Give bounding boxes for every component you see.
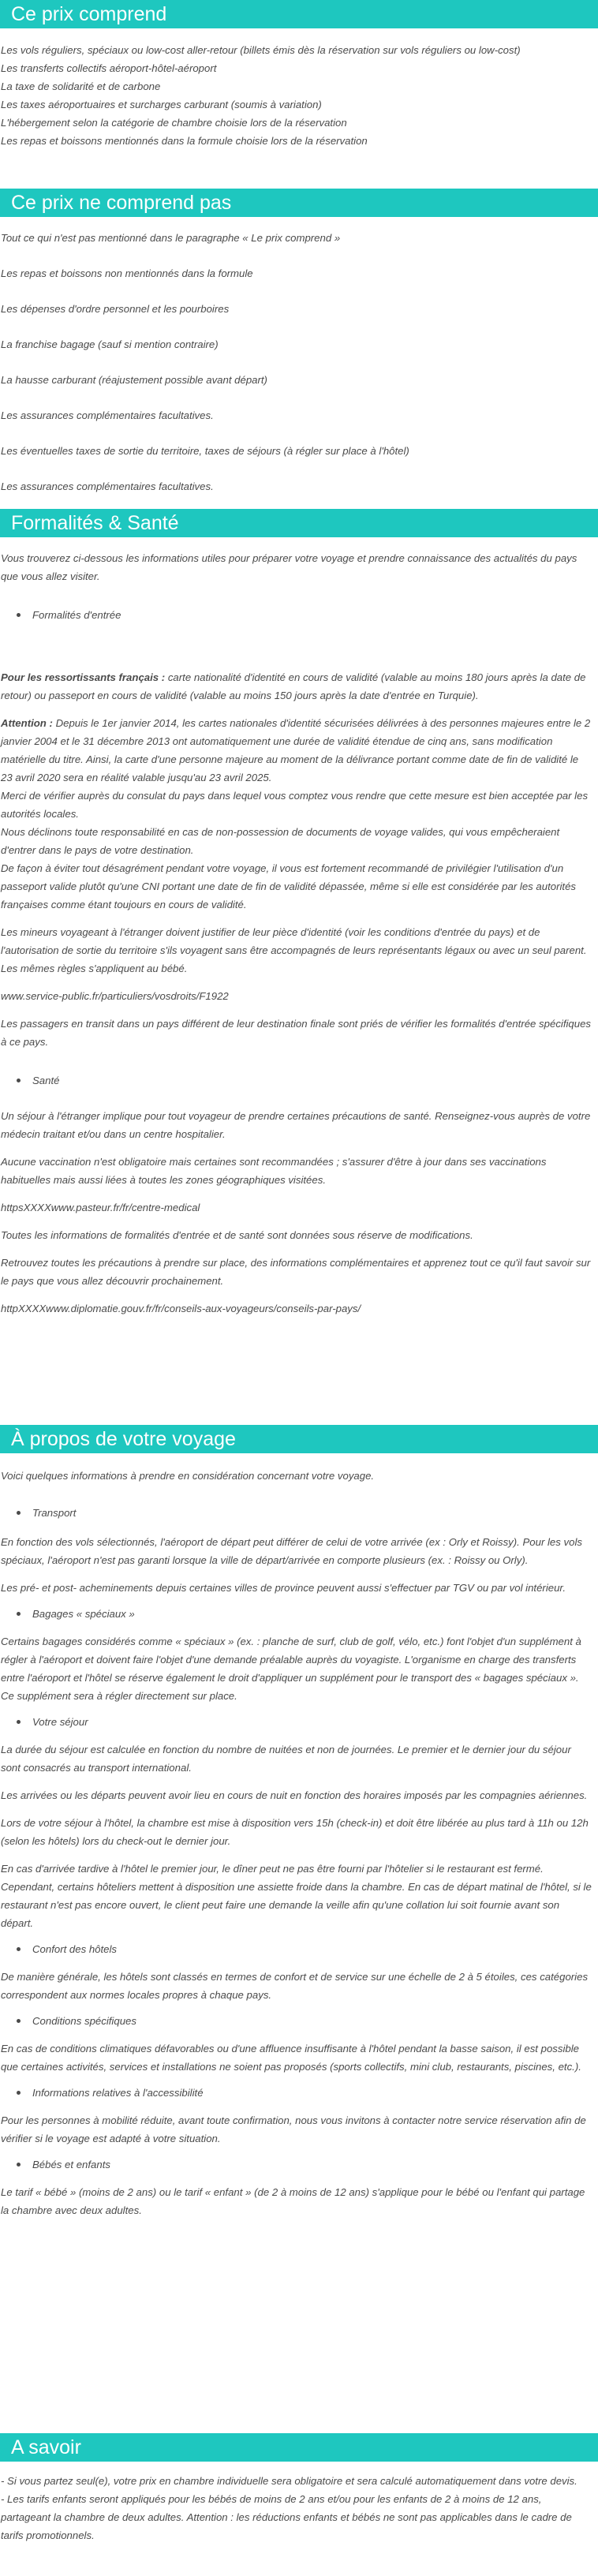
- sejour-paragraph-2: Les arrivées ou les départs peuvent avoir lieu en cours de nuit en fonction des horaires imposés par les compagnies aériennes.: [1, 1789, 588, 1801]
- sejour-paragraph-1: La durée du séjour est calculée en fonction du nombre de nuitées et non de journées. Le premier et le dernier jour du séjour sont consacrés au transport international.: [1, 1744, 571, 1774]
- bagages-paragraph: Certains bagages considérés comme « spéciaux » (ex. : planche de surf, club de golf, vélo, etc.) font l'objet d'un supplément à régler à l'aéroport et doivent faire l'objet d'une demande préalable auprès du voyagiste. L'organisme en charge des transferts entre l'aéroport et l'hôtel se réserve également le droit d'appliquer un supplément pour le transport des « bagages spéciaux ». Ce supplément sera à régler directement sur place.: [1, 1636, 581, 1702]
- list-item: Les assurances complémentaires facultatives.: [1, 409, 214, 421]
- subheading-sante: Santé: [1, 1071, 592, 1090]
- reserve-paragraph: Toutes les informations de formalités d'entrée et de santé sont données sous réserve de modifications.: [1, 1229, 473, 1241]
- section-title-a-savoir: A savoir: [0, 2433, 598, 2462]
- attention-paragraph: [1, 714, 592, 787]
- attention-text: Depuis le 1er janvier 2014, les cartes nationales d'identité sécurisées délivrées à des personnes majeures entre le 2 janvier 2004 et le 31 décembre 2013 ont automatiquement une durée de validité étendue de cinq ans, sans modification matérielle du titre. Ainsi, la carte d'une personne majeure au moment de la délivrance portant comme date de fin de validité le 23 avril 2020 sera en réalité valable jusqu'au 23 avril 2025.: [1, 717, 591, 783]
- subheading-transport: Transport: [1, 1504, 592, 1522]
- conditions-paragraph: En cas de conditions climatiques défavorables ou d'une affluence insuffisante à l'hôtel pendant la basse saison, il est possible que certaines activités, services et installations ne soient pas proposés (sports collectifs, mini club, restaurants, piscines, etc.).: [1, 2043, 581, 2073]
- list-item: Les assurances complémentaires facultatives.: [1, 480, 214, 492]
- section-title-ce-prix-ne-comprend-pas: Ce prix ne comprend pas: [0, 189, 598, 217]
- subheading-conditions-specifiques: Conditions spécifiques: [1, 2012, 592, 2030]
- subheading-accessibilite: Informations relatives à l'accessibilité: [1, 2084, 592, 2102]
- list-item: La taxe de solidarité et de carbone: [1, 80, 161, 92]
- a-propos-voyage-content: [0, 1467, 598, 2219]
- intro-paragraph: Voici quelques informations à prendre en considération concernant votre voyage.: [1, 1470, 375, 1482]
- subheading-formalites-entree: Formalités d'entrée: [1, 606, 592, 624]
- list-item: Tout ce qui n'est pas mentionné dans le paragraphe « Le prix comprend »: [1, 232, 341, 244]
- list-item: La franchise bagage (sauf si mention contraire): [1, 338, 219, 350]
- intro-paragraph: Vous trouverez ci-dessous les informations utiles pour préparer votre voyage et prendre connaissance des actualités du pays que vous allez visiter.: [1, 552, 577, 582]
- list-item: Les repas et boissons non mentionnés dans la formule: [1, 267, 253, 279]
- bebes-paragraph: Le tarif « bébé » (moins de 2 ans) ou le tarif « enfant » (de 2 à moins de 12 ans) s'applique pour le bébé ou l'enfant qui partage la chambre avec deux adultes.: [1, 2186, 585, 2216]
- list-item: L'hébergement selon la catégorie de chambre choisie lors de la réservation: [1, 117, 347, 129]
- sejour-sante-paragraph: Un séjour à l'étranger implique pour tout voyageur de prendre certaines précautions de santé. Renseignez-vous auprès de votre médecin traitant et/ou dans un centre hospitalier.: [1, 1110, 591, 1140]
- list-item: Les éventuelles taxes de sortie du territoire, taxes de séjours (à régler sur place à l'hôtel): [1, 445, 409, 457]
- list-item: Les taxes aéroportuaires et surcharges carburant (soumis à variation): [1, 99, 322, 110]
- formalites-sante-content: [0, 549, 598, 1327]
- vaccination-paragraph: Aucune vaccination n'est obligatoire mais certaines sont recommandées ; s'assurer d'être à jour dans ses vaccinations habituelles mais aussi liées à toutes les zones géographiques visitées.: [1, 1156, 547, 1186]
- subheading-bebes-enfants: Bébés et enfants: [1, 2155, 592, 2174]
- section-title-ce-prix-comprend: Ce prix comprend: [0, 0, 598, 28]
- ressortissants-text: carte nationalité d'identité en cours de validité (valable au moins 180 jours après la date de retour) ou passeport en cours de validité (valable au moins 150 jours après la date d'entrée en Turquie).: [1, 671, 586, 701]
- section-title-formalites-sante: Formalités & Santé: [0, 509, 598, 537]
- transport-paragraph-1: En fonction des vols sélectionnés, l'aéroport de départ peut différer de celui de votre arrivée (ex : Orly et Roissy). Pour les vols spéciaux, l'aéroport n'est pas garanti lorsque la ville de départ/arrivée en comporte plusieurs (ex. : Roissy ou Orly).: [1, 1536, 582, 1566]
- subheading-bagages-speciaux: Bagages « spéciaux »: [1, 1605, 592, 1623]
- ressortissants-label: Pour les ressortissants français :: [1, 671, 166, 683]
- savoir-line-2: - Les tarifs enfants seront appliqués pour les bébés de moins de 2 ans et/ou pour les enfants de 2 à moins de 12 ans, partageant la chambre de deux adultes. Attention : les réductions enfants et bébés ne sont pas applicables dans le cadre de tarifs promotionnels.: [1, 2493, 572, 2541]
- subheading-confort-hotels: Confort des hôtels: [1, 1940, 592, 1958]
- ce-prix-comprend-list: [0, 41, 598, 150]
- list-item: Les vols réguliers, spéciaux ou low-cost aller-retour (billets émis dès la réservation sur vols réguliers ou low-cost): [1, 44, 521, 56]
- subheading-votre-sejour: Votre séjour: [1, 1713, 592, 1731]
- ressortissants-paragraph: [1, 668, 592, 705]
- merci-paragraph: Merci de vérifier auprès du consulat du pays dans lequel vous comptez vous rendre que cette mesure est bien acceptée par les autorités locales.: [1, 790, 589, 820]
- ce-prix-ne-comprend-pas-list: [0, 229, 598, 513]
- confort-paragraph: De manière générale, les hôtels sont classés en termes de confort et de service sur une échelle de 2 à 5 étoiles, ces catégories correspondent aux normes locales propres à chaque pays.: [1, 1971, 589, 2001]
- pasteur-link[interactable]: httpsXXXXwww.pasteur.fr/fr/centre-medical: [1, 1202, 200, 1213]
- list-item: La hausse carburant (réajustement possible avant départ): [1, 374, 267, 386]
- retrouvez-paragraph: Retrouvez toutes les précautions à prendre sur place, des informations complémentaires et apprenez tout ce qu'il faut savoir sur le pays que vous allez découvrir prochainement.: [1, 1257, 591, 1287]
- list-item: Les dépenses d'ordre personnel et les pourboires: [1, 303, 230, 315]
- accessibilite-paragraph: Pour les personnes à mobilité réduite, avant toute confirmation, nous vous invitons à contacter notre service réservation afin de vérifier si le voyage est adapté à votre situation.: [1, 2114, 586, 2144]
- a-savoir-content: [0, 2472, 598, 2544]
- transport-paragraph-2: Les pré- et post- acheminements depuis certaines villes de province peuvent aussi s'effectuer par TGV ou par vol intérieur.: [1, 1582, 566, 1594]
- sejour-paragraph-3: Lors de votre séjour à l'hôtel, la chambre est mise à disposition vers 15h (check-in) et doit être libérée au plus tard à 11h ou 12h (selon les hôtels) lors du check-out le dernier jour.: [1, 1817, 589, 1847]
- service-public-link[interactable]: www.service-public.fr/particuliers/vosdroits/F1922: [1, 990, 229, 1002]
- transit-paragraph: Les passagers en transit dans un pays différent de leur destination finale sont priés de vérifier les formalités d'entrée spécifiques à ce pays.: [1, 1018, 592, 1048]
- list-item: Les transferts collectifs aéroport-hôtel-aéroport: [1, 62, 217, 74]
- diplomatie-link[interactable]: httpXXXXwww.diplomatie.gouv.fr/fr/conseils-aux-voyageurs/conseils-par-pays/: [1, 1303, 361, 1314]
- list-item: Les repas et boissons mentionnés dans la formule choisie lors de la réservation: [1, 135, 368, 147]
- declinons-paragraph: Nous déclinons toute responsabilité en cas de non-possession de documents de voyage valides, qui vous empêcheraient d'entrer dans le pays de votre destination.: [1, 826, 560, 856]
- mineurs-paragraph: Les mineurs voyageant à l'étranger doivent justifier de leur pièce d'identité (voir les conditions d'entrée du pays) et de l'autorisation de sortie du territoire s'ils voyagent sans être accompagnés de leurs représentants légaux ou avec un seul parent. Les mêmes règles s'appliquent au bébé.: [1, 926, 587, 974]
- savoir-line-1: - Si vous partez seul(e), votre prix en chambre individuelle sera obligatoire et sera calculé automatiquement dans votre devis.: [1, 2475, 577, 2487]
- attention-label: Attention :: [1, 717, 53, 729]
- sejour-paragraph-4: En cas d'arrivée tardive à l'hôtel le premier jour, le dîner peut ne pas être fourni par l'hôtelier si le restaurant est fermé. Cependant, certains hôteliers mettent à disposition une assiette froide dans la chambre. En cas de départ matinal de l'hôtel, si le restaurant n'est pas encore ouvert, le client peut faire une demande la veille afin qu'une collation lui soit fournie avant son départ.: [1, 1863, 592, 1929]
- section-title-a-propos-voyage: À propos de votre voyage: [0, 1425, 598, 1453]
- facon-paragraph: De façon à éviter tout désagrément pendant votre voyage, il vous est fortement recommandé de privilégier l'utilisation d'un passeport valide plutôt qu'une CNI portant une date de fin de validité dépassée, même si elle est considérée par les autorités françaises comme étant toujours en cours de validité.: [1, 862, 577, 910]
